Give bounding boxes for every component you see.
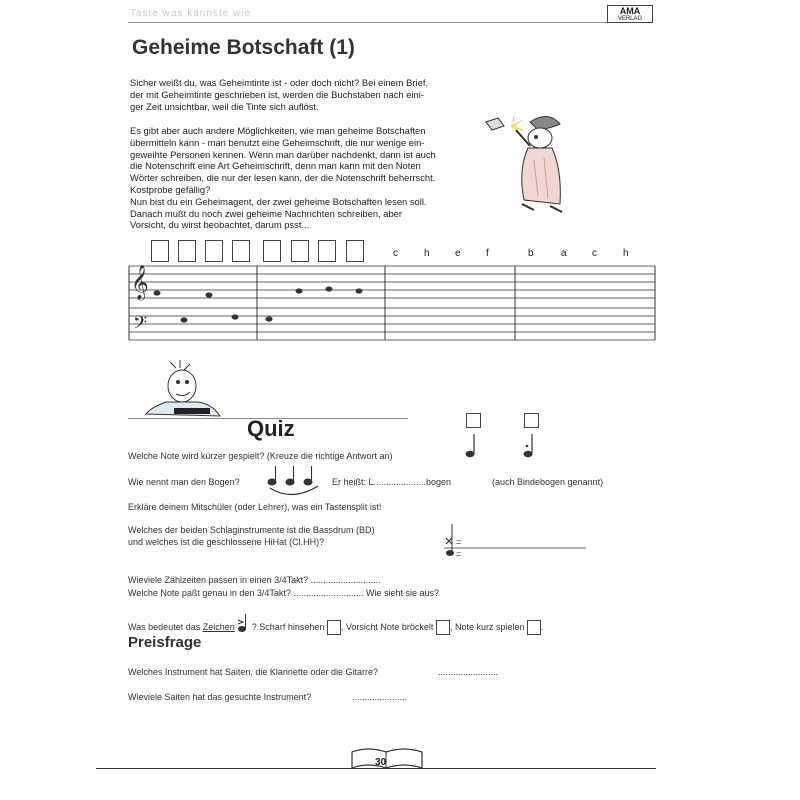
text-line: Danach mußt du noch zwei geheime Nachrichten schreiben, aber xyxy=(130,207,403,219)
header-faint-text: Taste was kannste wie xyxy=(130,8,252,19)
quiz-answer-2: Er heißt: L.....................bogen xyxy=(332,477,452,487)
note-letter: h xyxy=(623,248,629,259)
note-letter: f xyxy=(486,248,489,259)
q6-checkbox-3[interactable] xyxy=(527,620,541,635)
preisfrage-title: Preisfrage xyxy=(128,634,202,651)
quarter-note-icon xyxy=(466,451,475,457)
quiz-question-5a: Wieviele Zählzeiten passen in einen 3/4Takt? ............................ xyxy=(128,575,381,585)
preisfrage-answer-2: ...................... xyxy=(352,692,408,702)
note-options xyxy=(462,432,542,462)
note-letter: h xyxy=(424,248,430,259)
text-line: Vorsicht, du wirst beobachtet, darum psst... xyxy=(130,219,310,231)
header-rule xyxy=(128,22,653,23)
bassdrum-equals: = xyxy=(456,549,462,559)
hihat-equals: = xyxy=(456,537,462,547)
publisher-logo xyxy=(607,5,653,23)
quiz-answer-box[interactable] xyxy=(524,413,539,428)
story-paragraph xyxy=(130,125,468,231)
q6-checkbox-2[interactable] xyxy=(436,620,450,635)
text-line: Es gibt aber auch andere Möglichkeiten, wie man geheime Botschaften xyxy=(130,125,426,136)
treble-clef: 𝄞 xyxy=(131,265,149,300)
text-line: geweihte Personen kennen. Wenn man darüber nachdenkt, dann ist auch xyxy=(130,148,436,160)
grand-staff xyxy=(125,262,660,348)
quiz-answer-box[interactable] xyxy=(466,413,481,428)
text-line: der mit Geheimtinte geschrieben ist, werden die Buchstaben nach eini- xyxy=(130,88,424,100)
q6-text-c: ? Scharf hinsehen xyxy=(251,622,325,632)
thinking-character-illustration xyxy=(140,358,230,420)
quiz-title: Quiz xyxy=(247,416,295,441)
answer-box[interactable] xyxy=(151,240,169,262)
q6-text-b: Zeichen xyxy=(202,622,235,632)
tie-notes-icon xyxy=(262,462,326,496)
q6-text-e: , Note kurz spielen xyxy=(449,622,525,632)
quiz-question-4a: Welches der beiden Schlaginstrumente ist die Bassdrum (BD) xyxy=(128,525,375,535)
quiz-question-4b: und welches ist die geschlossene HiHat (Cl.HH)? xyxy=(128,537,325,547)
answer-box[interactable] xyxy=(291,240,309,262)
answer-box[interactable] xyxy=(346,240,364,262)
quiz-question-1: Welche Note wird kürzer gespielt? (Kreuze die richtige Antwort an) xyxy=(128,451,393,461)
text-line: übermitteln kann - man benutzt eine Geheimschrift, die nur wenige ein- xyxy=(130,136,425,148)
bass-clef: 𝄢 xyxy=(133,313,148,338)
text-line: ger Zeit unsichtbar, weil die Tinte sich auflöst. xyxy=(130,100,319,112)
drum-notation-icon xyxy=(440,520,590,560)
logo-top: AMA xyxy=(619,6,641,16)
quiz-note-2: (auch Bindebogen genannt) xyxy=(492,477,604,487)
text-line: die Notenschrift eine Art Geheimschrift, denn man kann mit den Noten xyxy=(130,160,421,172)
note-letter: b xyxy=(528,248,534,259)
staccato-note-icon xyxy=(524,451,533,457)
note-letter: c xyxy=(393,248,398,259)
page-title: Geheime Botschaft (1) xyxy=(132,36,355,59)
answer-box[interactable] xyxy=(263,240,281,262)
logo-bottom: VERLAG xyxy=(617,16,643,22)
preisfrage-question-1: Welches Instrument hat Saiten, die Klarinette oder die Gitarre? xyxy=(128,667,378,677)
q6-checkbox-1[interactable] xyxy=(327,620,341,635)
answer-box[interactable] xyxy=(178,240,196,262)
text-line: Kostprobe gefällig? xyxy=(130,183,211,195)
quiz-question-3: Erkläre deinem Mitschüler (oder Lehrer), was ein Tastensplit ist! xyxy=(128,502,382,512)
q6-text-f: . xyxy=(541,622,544,632)
quiz-question-2: Wie nennt man den Bogen? xyxy=(128,477,240,487)
text-line: Nun bist du ein Geheimagent, der zwei geheime Botschaften lesen soll. xyxy=(130,195,427,207)
intro-paragraph xyxy=(130,77,468,112)
page-number: 30 xyxy=(375,757,387,768)
q6-text-a: Was bedeutet das xyxy=(128,622,201,632)
note-letter: a xyxy=(561,248,567,259)
quiz-question-5b: Welche Note paßt genau in den 3/4Takt? ............................ Wie sieht sie aus? xyxy=(128,588,439,598)
note-letter: c xyxy=(592,248,597,259)
preisfrage-answer-1: ........................ xyxy=(438,667,499,677)
answer-box[interactable] xyxy=(205,240,223,262)
preisfrage-question-2: Wieviele Saiten hat das gesuchte Instrument? xyxy=(128,692,312,702)
book-icon xyxy=(348,744,426,774)
accent-note-icon xyxy=(237,612,249,634)
q6-text-d: , Vorsicht Note bröckelt xyxy=(340,622,434,632)
note-letter: e xyxy=(455,248,461,259)
text-line: Wörter schreiben, die nur der lesen kann, der die Notenschrift beherrscht. xyxy=(130,172,436,184)
secret-agent-illustration xyxy=(478,100,568,220)
answer-box[interactable] xyxy=(318,240,336,262)
answer-box[interactable] xyxy=(232,240,250,262)
quiz-question-6 xyxy=(128,612,544,635)
text-line: Sicher weißt du, was Geheimtinte ist - oder doch nicht? Bei einem Brief, xyxy=(130,77,429,88)
